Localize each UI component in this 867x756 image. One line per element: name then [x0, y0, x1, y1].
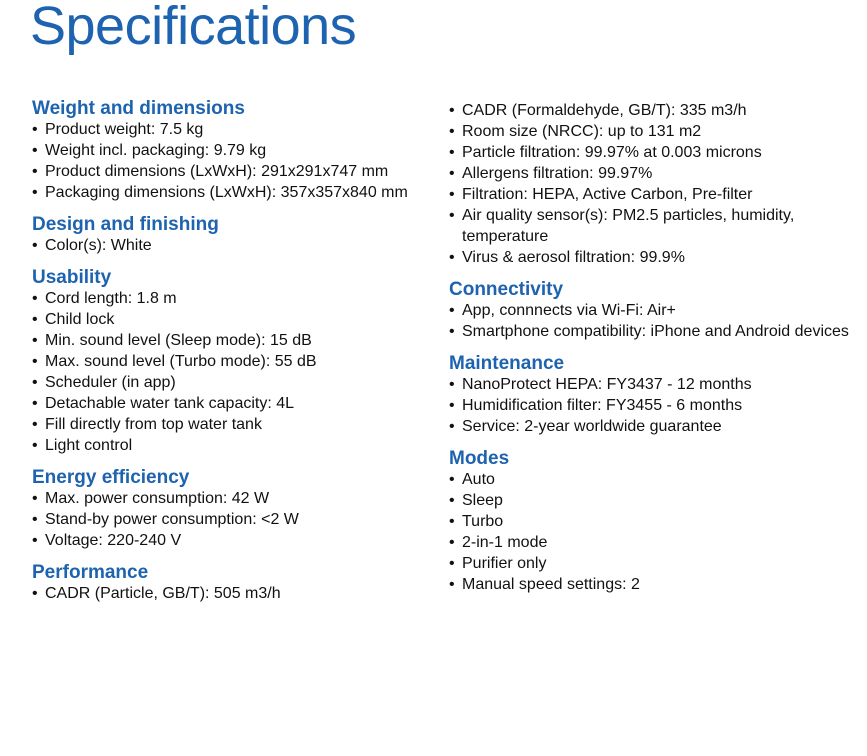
- spec-list: [449, 469, 849, 595]
- spec-item: • Purifier only: [449, 553, 849, 574]
- spec-item: • Allergens filtration: 99.97%: [449, 163, 849, 184]
- spec-item: • App, connnects via Wi-Fi: Air+: [449, 300, 849, 321]
- spec-section: [32, 267, 442, 456]
- spec-section: [449, 279, 849, 342]
- spec-item: • CADR (Particle, GB/T): 505 m3/h: [32, 583, 442, 604]
- spec-item: • Color(s): White: [32, 235, 442, 256]
- spec-item: • Voltage: 220-240 V: [32, 530, 442, 551]
- spec-item: • Cord length: 1.8 m: [32, 288, 442, 309]
- spec-item: • Humidification filter: FY3455 - 6 months: [449, 395, 849, 416]
- specs-column-right: [449, 98, 849, 606]
- spec-item: • Max. power consumption: 42 W: [32, 488, 442, 509]
- section-title: Weight and dimensions: [32, 98, 245, 119]
- spec-item: • Manual speed settings: 2: [449, 574, 849, 595]
- spec-item: • Service: 2-year worldwide guarantee: [449, 416, 849, 437]
- section-title: Maintenance: [449, 353, 565, 374]
- section-title: Usability: [32, 267, 112, 288]
- section-title: Energy efficiency: [32, 467, 190, 488]
- spec-item: • Virus & aerosol filtration: 99.9%: [449, 247, 849, 268]
- spec-list: [32, 488, 442, 551]
- spec-item: • Packaging dimensions (LxWxH): 357x357x840 mm: [32, 182, 442, 203]
- section-title: Connectivity: [449, 279, 564, 300]
- spec-section: [32, 562, 442, 604]
- spec-item: • Room size (NRCC): up to 131 m2: [449, 121, 849, 142]
- page-title: Specifications: [30, 0, 357, 56]
- spec-list: [32, 235, 442, 256]
- spec-item: • Turbo: [449, 511, 849, 532]
- section-title: Design and finishing: [32, 214, 219, 235]
- specs-column-left: [32, 98, 442, 615]
- section-title: Modes: [449, 448, 510, 469]
- spec-item: • Sleep: [449, 490, 849, 511]
- spec-item: • NanoProtect HEPA: FY3437 - 12 months: [449, 374, 849, 395]
- spec-list: [32, 119, 442, 203]
- spec-item: • Detachable water tank capacity: 4L: [32, 393, 442, 414]
- spec-section: [32, 467, 442, 551]
- spec-item: • Product weight: 7.5 kg: [32, 119, 442, 140]
- spec-item: • Particle filtration: 99.97% at 0.003 microns: [449, 142, 849, 163]
- spec-section: [32, 214, 442, 256]
- spec-list: [32, 583, 442, 604]
- spec-list: [449, 100, 849, 268]
- spec-item: • Product dimensions (LxWxH): 291x291x747 mm: [32, 161, 442, 182]
- section-title: Performance: [32, 562, 149, 583]
- spec-item: • Max. sound level (Turbo mode): 55 dB: [32, 351, 442, 372]
- spec-section: [449, 448, 849, 595]
- spec-list: [449, 374, 849, 437]
- spec-section: [449, 100, 849, 268]
- spec-item: • Air quality sensor(s): PM2.5 particles, humidity, temperature: [449, 205, 849, 247]
- spec-item: • CADR (Formaldehyde, GB/T): 335 m3/h: [449, 100, 849, 121]
- spec-section: [449, 353, 849, 437]
- spec-item: • Min. sound level (Sleep mode): 15 dB: [32, 330, 442, 351]
- spec-item: • Weight incl. packaging: 9.79 kg: [32, 140, 442, 161]
- spec-item: • Light control: [32, 435, 442, 456]
- spec-item: • Scheduler (in app): [32, 372, 442, 393]
- spec-item: • Filtration: HEPA, Active Carbon, Pre-filter: [449, 184, 849, 205]
- spec-item: • Stand-by power consumption: <2 W: [32, 509, 442, 530]
- spec-item: • Smartphone compatibility: iPhone and Android devices: [449, 321, 849, 342]
- spec-list: [449, 300, 849, 342]
- spec-item: • 2-in-1 mode: [449, 532, 849, 553]
- spec-item: • Child lock: [32, 309, 442, 330]
- spec-list: [32, 288, 442, 456]
- spec-item: • Fill directly from top water tank: [32, 414, 442, 435]
- spec-item: • Auto: [449, 469, 849, 490]
- spec-section: [32, 98, 442, 203]
